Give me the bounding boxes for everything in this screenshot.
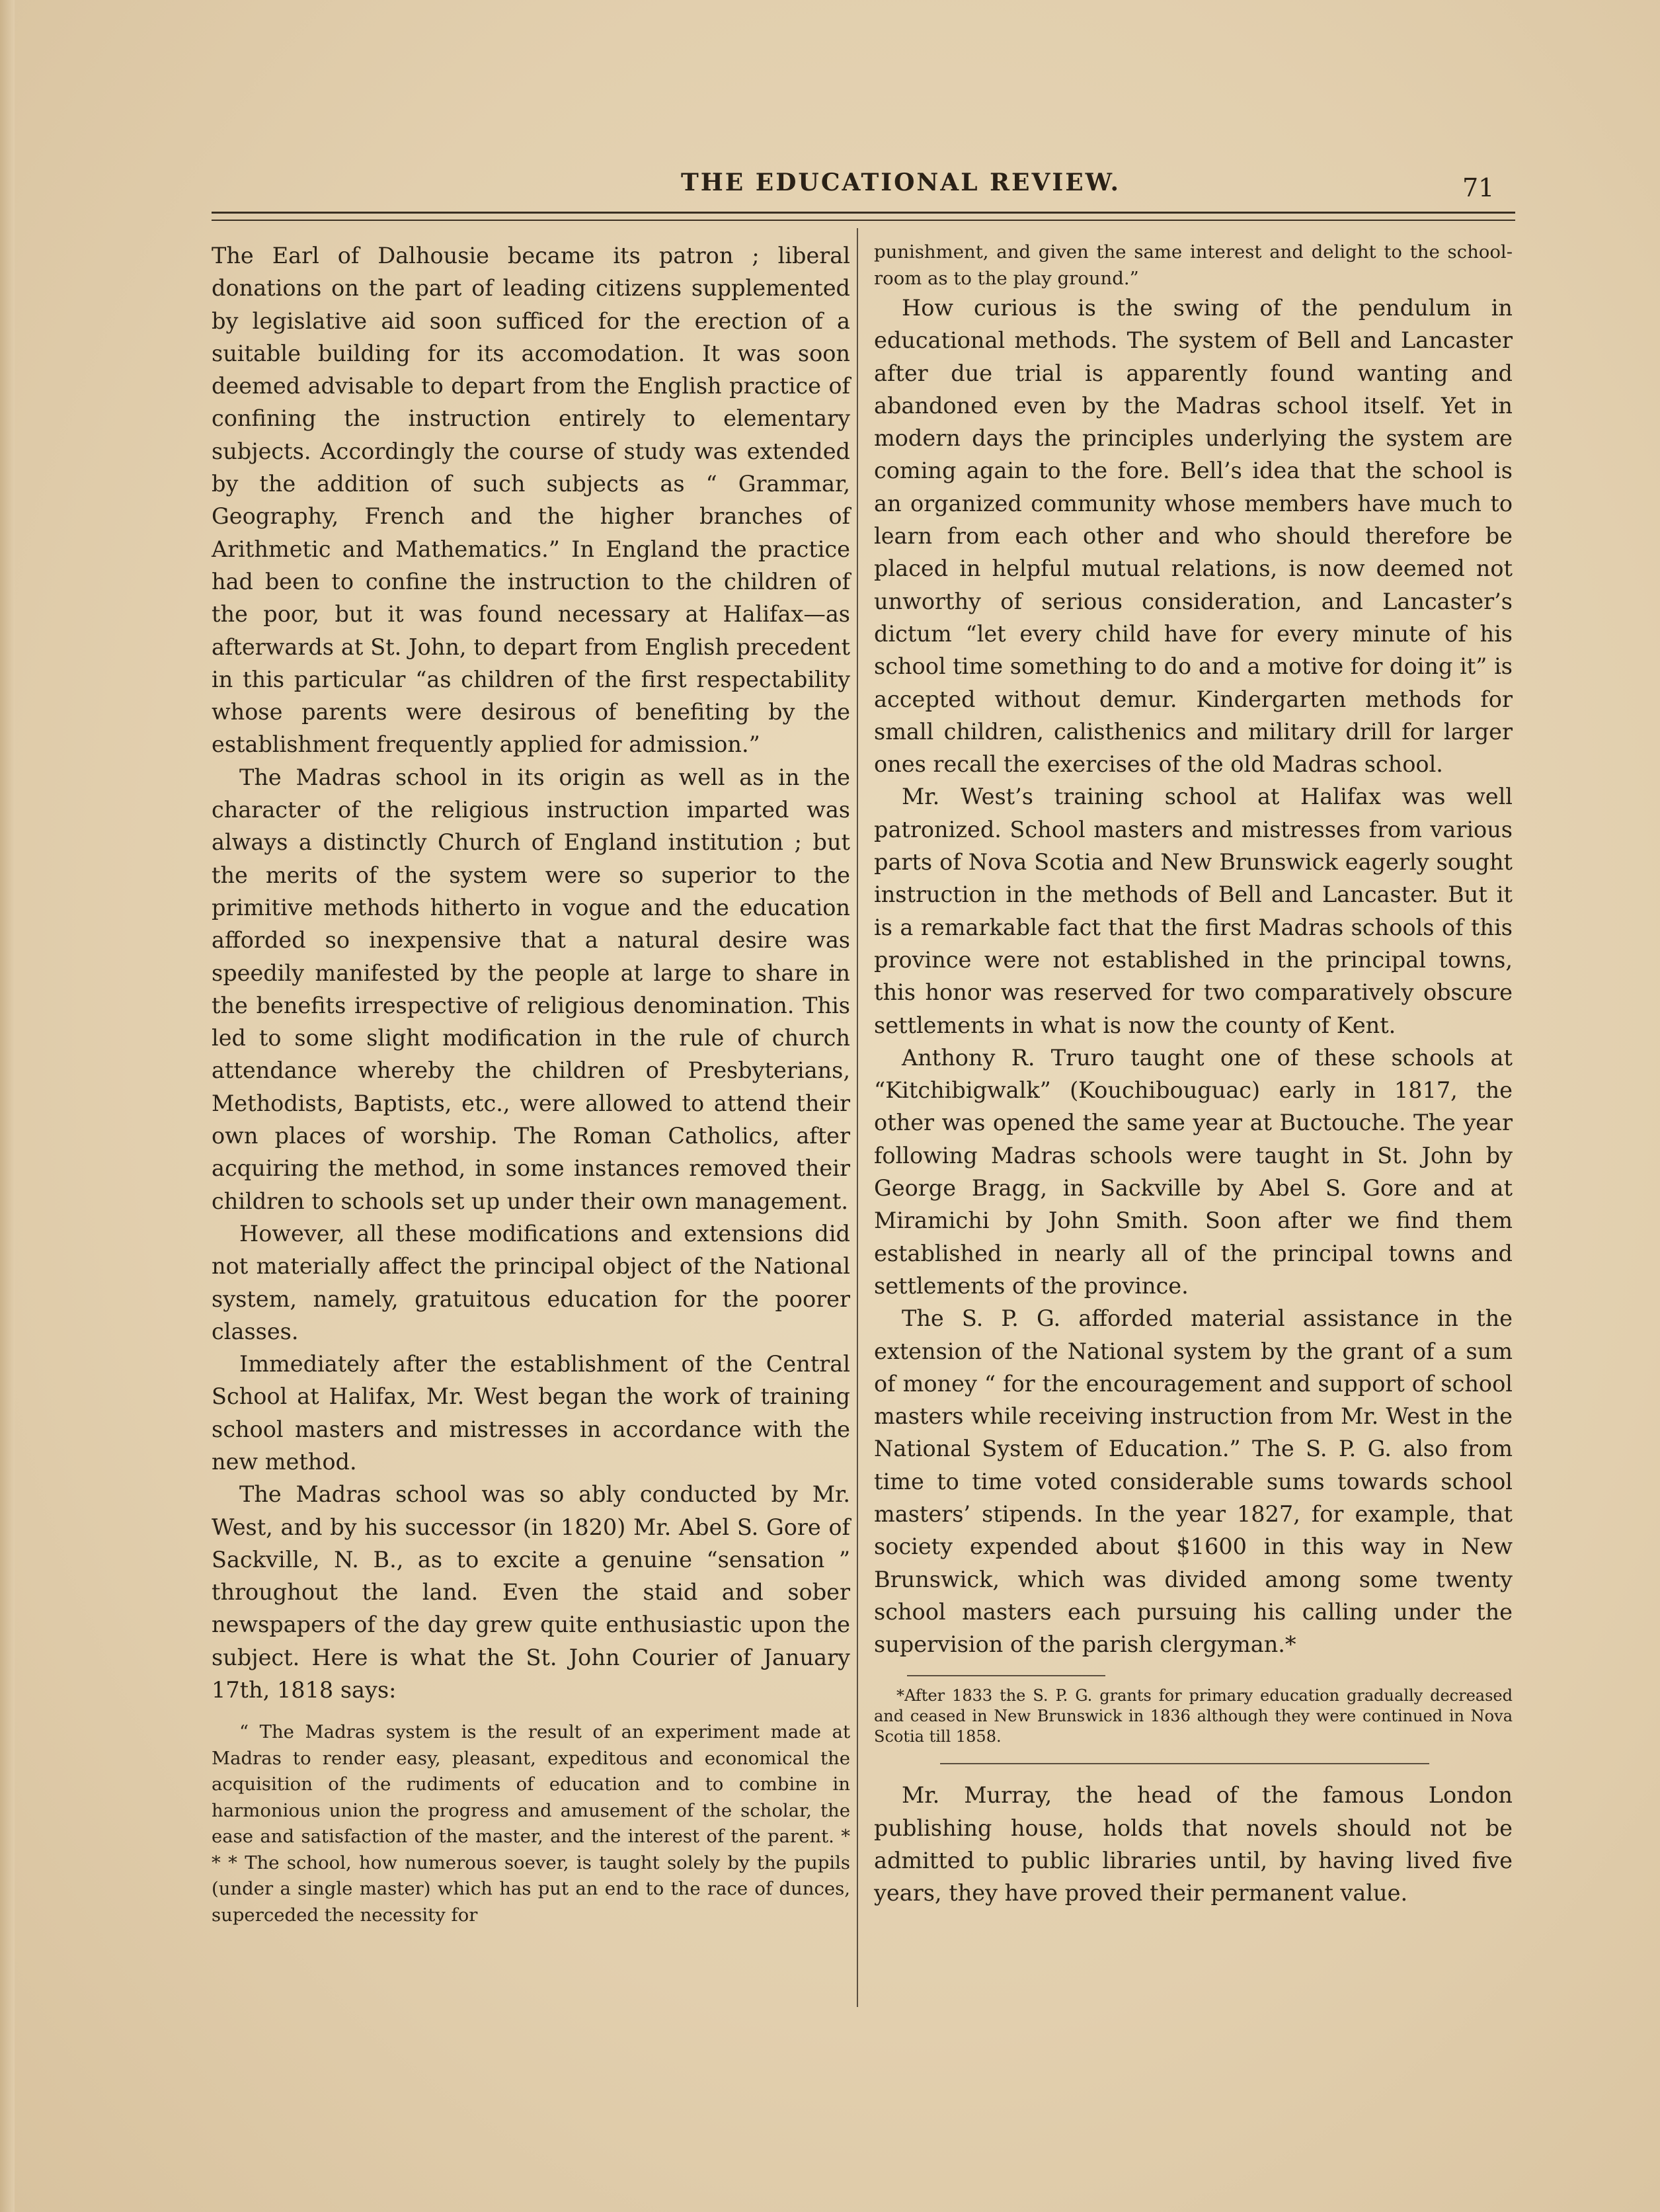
section-rule — [940, 1763, 1429, 1764]
closing-note: Mr. Murray, the head of the famous London publishing house, holds that novels should not be admitted to public libraries until, by having lived five years, they have proved their permanent value. — [874, 1782, 1513, 1906]
block-quote: “ The Madras system is the result of an experiment made at Madras to render easy, pleasant, expeditous and economical the acquisition of the rudiments of education and to combine in harmonious union the progress and amusement of the scholar, the ease and satisfaction of the master, and the interest of the parent. * * * The school, how numerous soever, is taught solely by the pupils (under a single master) which has put an end to the race of dunces, superceded the necessity for — [212, 1721, 850, 1926]
header-rule-bottom — [212, 220, 1515, 221]
paragraph: The Madras school in its origin as well as in the character of the religious instruction imparted was always a distinctly Church of England institution ; but the merits of the system were so superior to the primitive methods hitherto in vogue and the education afforded so inexpensive that a natural desire was speedily manifested by the people at large to share in the benefits irrespective of religious denomination. This led to some slight modification in the rule of church attendance whereby the children of Presbyterians, Methodists, Baptists, etc., were allowed to attend their own places of worship. The Roman Catholics, after acquiring the method, in some instances removed their children to schools set up under their own management. — [212, 764, 850, 1214]
left-column — [212, 239, 850, 1928]
running-title: THE EDUCATIONAL REVIEW. — [681, 169, 1121, 196]
binding-edge — [0, 0, 15, 2212]
right-column — [874, 239, 1513, 1910]
footnote-rule — [907, 1675, 1105, 1676]
paragraph: The S. P. G. afforded material assistance in the extension of the National system by the grant of a sum of money “ for the encouragement and support of school masters while receiving instruction from Mr. West in the National System of Education.” The S. P. G. also from time to time voted considerable sums towards school masters’ stipends. In the year 1827, for example, that society expended about $1600 in this way in New Brunswick, which was divided among some twenty school masters each pursuing his calling under the supervision of the parish clergyman.* — [874, 1305, 1513, 1658]
paragraph: How curious is the swing of the pendulum in educational methods. The system of Bell and Lancaster after due trial is apparently found wanting and abandoned even by the Madras school itself. Yet in modern days the principles underlying the system are coming again to the fore. Bell’s idea that the school is an organized community whose members have much to learn from each other and who should therefore be placed in helpful mutual relations, is now deemed not unworthy of serious consideration, and Lancaster’s dictum “let every child have for every minute of his school time something to do and a motive for doing it” is accepted without demur. Kindergarten methods for small children, calisthenics and military drill for larger ones recall the exercises of the old Madras school. — [874, 295, 1513, 778]
paragraph: However, all these modifications and extensions did not materially affect the principal object of the National system, namely, gratuitous education for the poorer classes. — [212, 1220, 850, 1344]
paragraph: Immediately after the establishment of the Central School at Halifax, Mr. West began the work of training school masters and mistresses in accordance with the new method. — [212, 1351, 850, 1475]
footnote: *After 1833 the S. P. G. grants for primary education gradually decreased and ceased in New Brunswick in 1836 although they were continued in Nova Scotia till 1858. — [874, 1686, 1513, 1746]
paragraph: The Madras school was so ably conducted by Mr. West, and by his successor (in 1820) Mr. Abel S. Gore of Sackville, N. B., as to excite a genuine “sensation ” throughout the land. Even the staid and sober newspapers of the day grew quite enthusiastic upon the subject. Here is what the St. John Courier of January 17th, 1818 says: — [212, 1481, 850, 1703]
column-divider — [857, 228, 858, 2007]
paragraph: Mr. West’s training school at Halifax was well patronized. School masters and mistresses from various parts of Nova Scotia and New Brunswick eagerly sought instruction in the methods of Bell and Lancaster. But it is a remarkable fact that the first Madras schools of this province were not established in the principal towns, this honor was reserved for two comparatively obscure settlements in what is now the county of Kent. — [874, 784, 1513, 1038]
paragraph: The Earl of Dalhousie became its patron ; liberal donations on the part of leading citizens supplemented by legislative aid soon sufficed for the erection of a suitable building for its accomodation. It was soon deemed advisable to depart from the English practice of confining the instruction entirely to elementary subjects. Accordingly the course of study was extended by the addition of such subjects as “ Grammar, Geography, French and the higher branches of Arithmetic and Mathematics.” In England the practice had been to confine the instruction to the children of the poor, but it was found necessary at Halifax—as afterwards at St. John, to depart from English precedent in this particular “as children of the first respectability whose parents were desirous of benefiting by the establishment frequently applied for admission.” — [212, 243, 850, 758]
header-rule-top — [212, 212, 1515, 214]
page-number: 71 — [1462, 173, 1495, 202]
paragraph: Anthony R. Truro taught one of these schools at “Kitchibigwalk” (Kouchibouguac) early in 1817, the other was opened the same year at Buctouche. The year following Madras schools were taught in St. John by George Bragg, in Sackville by Abel S. Gore and at Miramichi by John Smith. Soon after we find them established in nearly all of the principal towns and settlements of the province. — [874, 1044, 1513, 1299]
block-quote-continued: punishment, and given the same interest and delight to the school-room as to the play ground.” — [874, 241, 1513, 289]
